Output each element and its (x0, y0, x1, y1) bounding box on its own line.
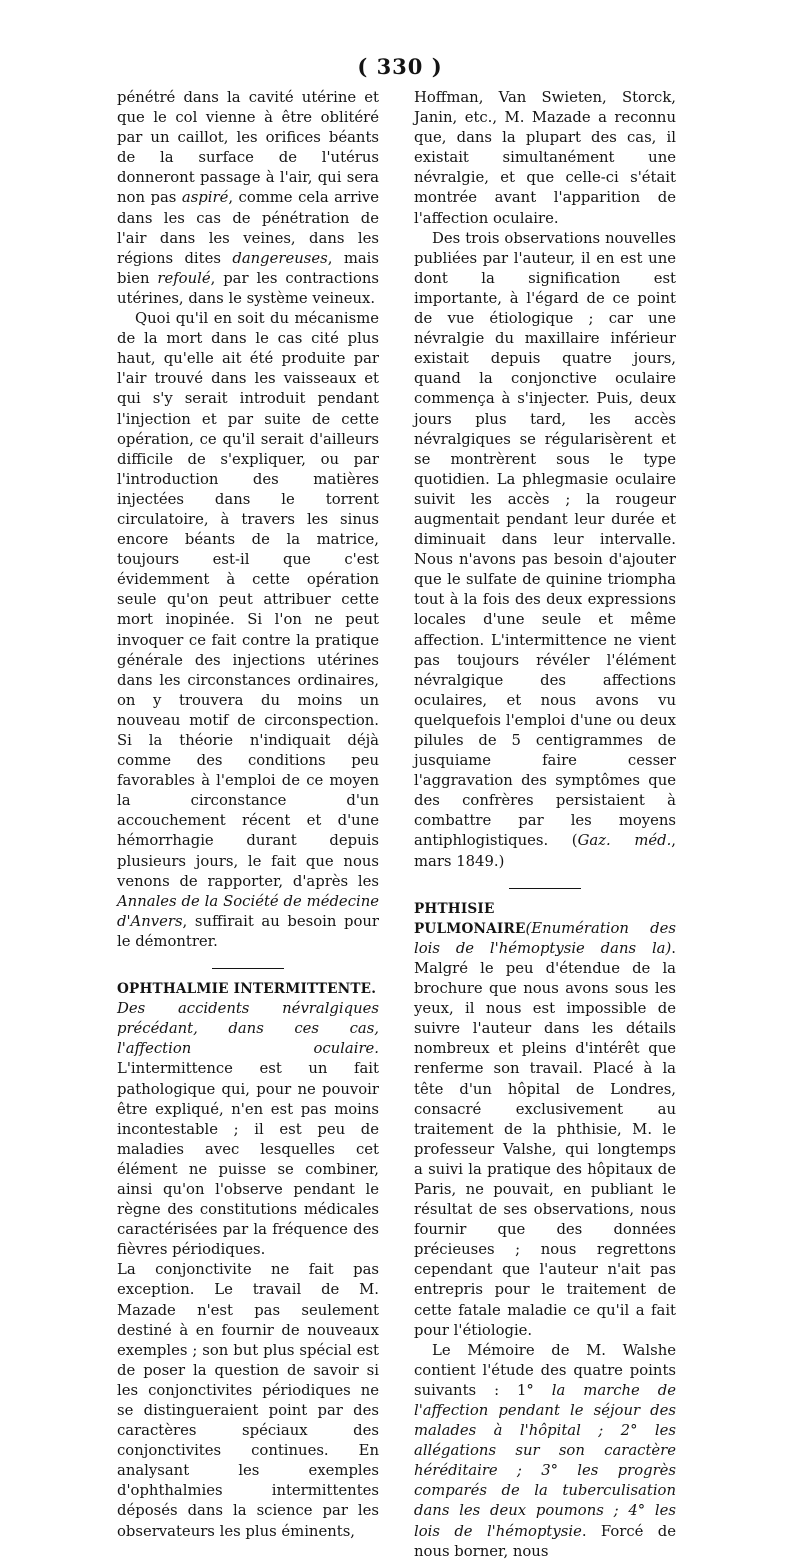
section-divider (212, 968, 284, 969)
paragraph: Des trois observations nouvelles publiées par l'auteur, il en est une dont la signification est importante, à l'égard de ce point de vue étiologique ; car une névralgie du maxillaire inférieur existait depuis quatre jours, quand la conjonctive oculaire commença à s'injecter. Puis, deux jours plus tard, les accès névralgiques se régularisèrent et se montrèrent sous le type quotidien. La phlegmasie oculaire suivit les accès ; la rougeur augmentait pendant leur durée et diminuait dans leur intervalle. Nous n'avons pas besoin d'ajouter que le sulfate de quinine triompha tout à la fois des deux expressions locales d'une seule et même affection. L'intermittence ne vient pas toujours révéler l'élément névralgique des affections oculaires, et nous avons vu quelquefois l'emploi d'une ou deux pilules de 5 centigrammes de jusquiame faire cesser l'aggravation des symptômes que des confrères persistaient à combattre par les moyens antiphlogistiques. (Gaz. méd., mars 1849.) (414, 229, 676, 870)
paragraph: La conjonctivite ne fait pas exception. Le travail de M. Mazade n'est pas seulement destiné à en fournir de nouveaux exemples ; son but plus spécial est de poser la question de savoir si les conjonctivites périodiques ne se distingueraient point par des caractères spéciaux des conjonctivites continues. En analysant les exemples d'ophthalmies intermittentes déposés dans la science par les observateurs les plus éminents, (117, 1261, 379, 1540)
left-column (117, 88, 379, 1542)
section-heading: OPHTHALMIE INTERMITTENTE. (117, 981, 377, 998)
section-divider (509, 888, 581, 889)
right-column (414, 88, 676, 1562)
paragraph: Quoi qu'il en soit du mécanisme de la mort dans le cas cité plus haut, qu'elle ait été produite par l'air trouvé dans les vaisseaux et qui s'y serait introduit pendant l'injection et par suite de cette opération, ce qu'il serait d'ailleurs difficile de s'expliquer, ou par l'introduction des matières injectées dans le torrent circulatoire, à travers les sinus encore béants de la matrice, toujours est-il que c'est évidemment à cette opération seule qu'on peut attribuer cette mort inopinée. Si l'on ne peut invoquer ce fait contre la pratique générale des injections utérines dans les circonstances ordinaires, on y trouvera du moins un nouveau motif de circonspection. Si la théorie n'indiquait déjà comme des conditions peu favorables à l'emploi de ce moyen la circonstance d'un accouchement récent et d'une hémorrhagie durant depuis plusieurs jours, le fait que nous venons de rapporter, d'après les Annales de la Société de médecine d'Anvers, suffirait au besoin pour le démontrer. (117, 310, 379, 950)
section-subtitle: Des accidents névralgiques précédant, dans ces cas, l'affection oculaire. L'intermittence est un fait pathologique qui, pour ne pouvoir être expliqué, n'en est pas moins incontestable ; il est peu de maladies avec lesquelles cet élément ne puisse se combiner, ainsi qu'on l'observe pendant le règne des constitutions médicales caractérisées par la fréquence des fièvres périodiques. (117, 1000, 379, 1259)
page-number: ( 330 ) (357, 54, 443, 79)
paragraph: pénétré dans la cavité utérine et que le col vienne à être oblitéré par un caillot, les orifices béants de la surface de l'utérus donneront passage à l'air, qui sera non pas aspiré, comme cela arrive dans les cas de pénétration de l'air dans les veines, dans les régions dites dangereuses, mais bien refoulé, par les contractions utérines, dans le système veineux. (117, 89, 379, 307)
paragraph: Le Mémoire de M. Walshe contient l'étude des quatre points suivants : 1° la marche de l'affection pendant le séjour des malades à l'hôpital ; 2° les allégations sur son caractère héréditaire ; 3° les progrès comparés de la tuberculisation dans les deux poumons ; 4° les lois de l'hémoptysie. Forcé de nous borner, nous (414, 1341, 676, 1560)
paragraph: Hoffman, Van Swieten, Storck, Janin, etc., M. Mazade a reconnu que, dans la plupart des cas, il existait simultanément une névralgie, et que celle-ci s'était montrée avant l'apparition de l'affection oculaire. (414, 89, 676, 227)
section-heading: PHTHISIE PULMONAIRE(Enumération des lois de l'hémoptysie dans la). Malgré le peu d'étendue de la brochure que nous avons sous les yeux, il nous est impossible de suivre l'auteur dans les détails nombreux et pleins d'intérêt que renferme son travail. Placé à la tête d'un hôpital de Londres, consacré exclusivement au traitement de la phthisie, M. le professeur Valshe, qui longtemps a suivi la pratique des hôpitaux de Paris, ne pouvait, en publiant le résultat de ses observations, nous fournir que des données précieuses ; nous regrettons cependant que l'auteur n'ait pas entrepris pour le traitement de cette fatale maladie ce qu'il a fait pour l'étiologie. (414, 900, 676, 1339)
